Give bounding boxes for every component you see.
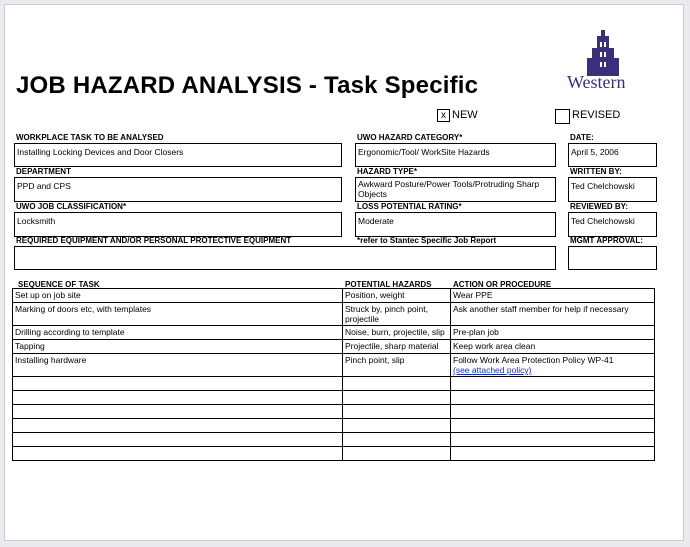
table-row (13, 447, 655, 461)
action-cell[interactable] (451, 354, 655, 377)
sequence-cell[interactable] (13, 447, 343, 461)
table-row (13, 354, 655, 377)
hazard-cell[interactable] (343, 289, 451, 303)
new-label: NEW (452, 109, 478, 121)
action-cell-text: Wear PPE (453, 290, 493, 300)
action-cell-text: Ask another staff member for help if necessary (453, 304, 629, 314)
hazard-cell[interactable] (343, 405, 451, 419)
date-label: DATE: (570, 133, 594, 142)
action-cell-text: Follow Work Area Protection Policy WP-41 (453, 355, 614, 365)
revised-label: REVISED (572, 109, 621, 121)
hazard-cell[interactable] (343, 447, 451, 461)
sequence-cell[interactable] (13, 405, 343, 419)
sequence-cell[interactable] (13, 326, 343, 340)
hazard-category-field[interactable]: Ergonomic/Tool/ WorkSite Hazards (355, 143, 556, 167)
workplace-task-label: WORKPLACE TASK TO BE ANALYSED (16, 133, 164, 142)
new-checkbox[interactable]: x (437, 109, 450, 122)
action-cell[interactable] (451, 405, 655, 419)
table-row (13, 303, 655, 326)
date-field[interactable]: April 5, 2006 (568, 143, 657, 167)
hazard-cell-text: Noise, burn, projectile, slip (345, 327, 445, 337)
logo-wordmark: Western (567, 72, 626, 92)
action-cell[interactable] (451, 377, 655, 391)
table-row (13, 433, 655, 447)
sequence-cell[interactable] (13, 391, 343, 405)
sequence-cell[interactable] (13, 377, 343, 391)
university-logo-icon (584, 30, 622, 76)
department-field[interactable]: PPD and CPS (14, 177, 342, 202)
table-row (13, 391, 655, 405)
table-row (13, 405, 655, 419)
sequence-cell-text: Installing hardware (15, 355, 87, 365)
sequence-cell-text: Set up on job site (15, 290, 81, 300)
action-cell-text: Keep work area clean (453, 341, 536, 351)
sequence-cell[interactable] (13, 354, 343, 377)
written-by-label: WRITTEN BY: (570, 167, 622, 176)
action-cell[interactable] (451, 303, 655, 326)
workplace-task-field[interactable]: Installing Locking Devices and Door Closers (14, 143, 342, 167)
equipment-label: REQUIRED EQUIPMENT AND/OR PERSONAL PROTECTIVE EQUIPMENT (16, 236, 292, 245)
col-header-action: ACTION OR PROCEDURE (453, 280, 552, 289)
action-cell[interactable] (451, 447, 655, 461)
hazard-cell[interactable] (343, 377, 451, 391)
table-row (13, 289, 655, 303)
reviewed-by-label: REVIEWED BY: (570, 202, 629, 211)
sequence-cell[interactable] (13, 419, 343, 433)
hazard-cell[interactable] (343, 391, 451, 405)
table-row (13, 340, 655, 354)
action-cell[interactable] (451, 419, 655, 433)
hazard-cell[interactable] (343, 419, 451, 433)
action-cell[interactable] (451, 391, 655, 405)
revised-checkbox[interactable] (555, 109, 570, 124)
department-label: DEPARTMENT (16, 167, 71, 176)
sequence-cell-text: Tapping (15, 341, 45, 351)
hazard-cell[interactable] (343, 326, 451, 340)
hazard-cell-text: Position, weight (345, 290, 405, 300)
loss-potential-field[interactable]: Moderate (355, 212, 556, 237)
hazard-cell[interactable] (343, 433, 451, 447)
col-header-sequence: SEQUENCE OF TASK (18, 280, 100, 289)
action-cell[interactable] (451, 289, 655, 303)
attached-policy-link[interactable]: (see attached policy) (453, 365, 532, 375)
hazard-type-label: HAZARD TYPE* (357, 167, 418, 176)
reviewed-by-field[interactable]: Ted Chelchowski (568, 212, 657, 237)
hazard-cell-text: Struck by, pinch point, projectile (345, 304, 428, 324)
table-row (13, 419, 655, 433)
hazard-cell-text: Projectile, sharp material (345, 341, 439, 351)
stantec-note: *refer to Stantec Specific Job Report (357, 236, 497, 245)
mgmt-approval-field[interactable] (568, 246, 657, 270)
written-by-field[interactable]: Ted Chelchowski (568, 177, 657, 202)
mgmt-approval-label: MGMT APPROVAL: (570, 236, 643, 245)
sequence-cell-text: Drilling according to template (15, 327, 125, 337)
sequence-cell[interactable] (13, 303, 343, 326)
sequence-cell[interactable] (13, 433, 343, 447)
loss-potential-label: LOSS POTENTIAL RATING* (357, 202, 462, 211)
hazard-cell-text: Pinch point, slip (345, 355, 405, 365)
sequence-cell[interactable] (13, 340, 343, 354)
hazard-cell[interactable] (343, 303, 451, 326)
job-classification-field[interactable]: Locksmith (14, 212, 342, 237)
col-header-hazards: POTENTIAL HAZARDS (345, 280, 432, 289)
sequence-cell-text: Marking of doors etc, with templates (15, 304, 152, 314)
hazard-type-field[interactable]: Awkward Posture/Power Tools/Protruding Sharp Objects (355, 177, 556, 202)
hazard-cell[interactable] (343, 354, 451, 377)
action-cell[interactable] (451, 433, 655, 447)
hazard-cell[interactable] (343, 340, 451, 354)
hazard-category-label: UWO HAZARD CATEGORY* (357, 133, 463, 142)
table-row (13, 326, 655, 340)
action-cell-text: Pre-plan job (453, 327, 499, 337)
action-cell[interactable] (451, 340, 655, 354)
job-classification-label: UWO JOB CLASSIFICATION* (16, 202, 127, 211)
action-cell[interactable] (451, 326, 655, 340)
equipment-field[interactable] (14, 246, 556, 270)
table-row (13, 377, 655, 391)
task-table (12, 288, 655, 461)
sequence-cell[interactable] (13, 289, 343, 303)
page-title: JOB HAZARD ANALYSIS - Task Specific (16, 72, 479, 99)
